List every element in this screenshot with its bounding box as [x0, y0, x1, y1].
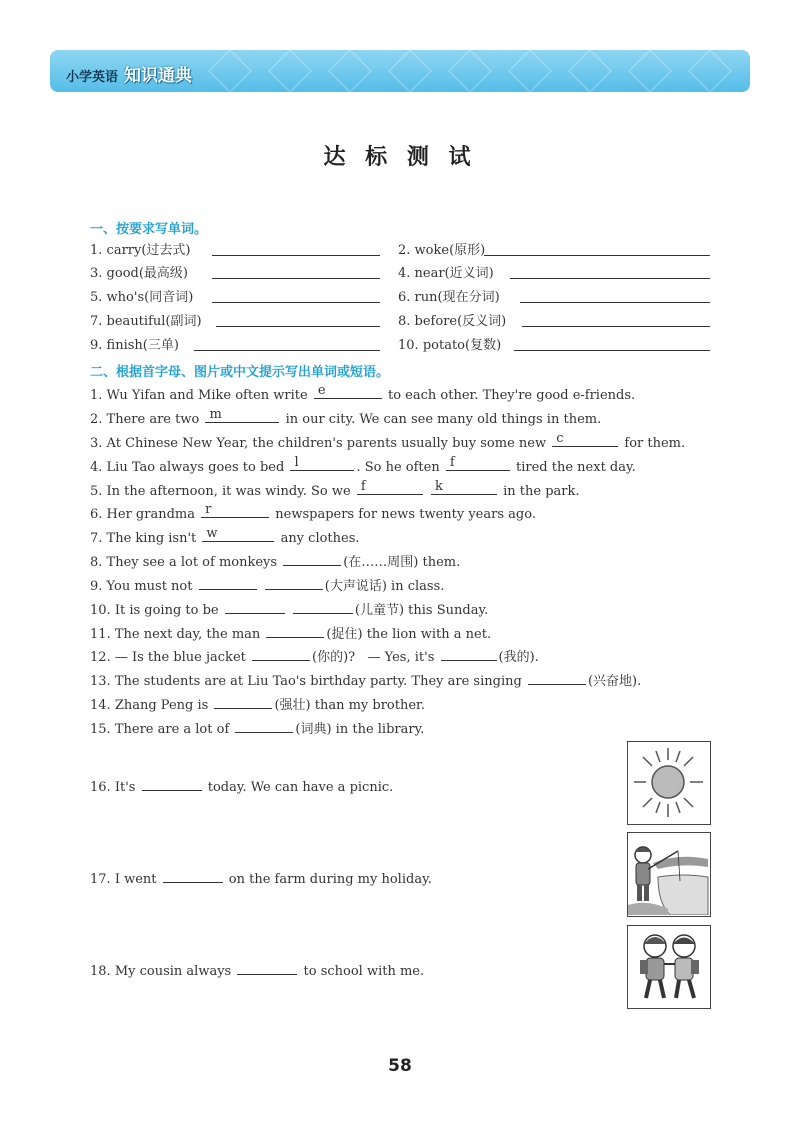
s2-sentence-10: 10. It is going to be (儿童节) this Sunday. [90, 600, 488, 620]
answer-blank[interactable] [252, 647, 310, 661]
s2-sentence-17: 17. I went on the farm during my holiday. [90, 869, 432, 889]
walking-picture [627, 925, 711, 1009]
s2-sentence-12: 12. — Is the blue jacket (你的)? — Yes, it's (我的). [90, 647, 539, 667]
s1-answer-8[interactable] [522, 313, 710, 333]
s1-item-3: 3. good(最高级) [90, 266, 188, 281]
section2-heading: 二、根据首字母、图片或中文提示写出单词或短语。 [90, 365, 390, 380]
s1-item-5: 5. who's(同音词) [90, 290, 194, 305]
s1-item-7: 7. beautiful(副词) [90, 314, 202, 329]
s2-sentence-14: 14. Zhang Peng is (强壮) than my brother. [90, 695, 425, 715]
answer-blank[interactable] [528, 671, 586, 685]
s2-sentence-13: 13. The students are at Liu Tao's birthday party. They are singing (兴奋地). [90, 671, 641, 691]
answer-blank[interactable]: m [205, 409, 279, 423]
s1-item-9: 9. finish(三单) [90, 338, 179, 353]
header-series: 知识通典 [124, 66, 193, 86]
section1-heading: 一、按要求写单词。 [90, 222, 208, 237]
s1-answer-7[interactable] [216, 313, 380, 333]
answer-blank[interactable]: f [446, 457, 510, 471]
s1-item-8: 8. before(反义词) [398, 314, 507, 329]
s2-sentence-16: 16. It's today. We can have a picnic. [90, 777, 393, 797]
answer-blank[interactable] [265, 576, 323, 590]
s1-answer-1[interactable] [212, 242, 380, 262]
page-number: 58 [388, 1056, 412, 1076]
s2-sentence-1: 1. Wu Yifan and Mike often write e to each other. They're good e-friends. [90, 383, 636, 403]
answer-blank[interactable]: r [201, 504, 269, 518]
s2-sentence-4: 4. Liu Tao always goes to bed l . So he often f tired the next day. [90, 455, 636, 475]
answer-blank[interactable]: w [202, 528, 274, 542]
answer-blank[interactable] [283, 552, 341, 566]
s1-answer-3[interactable] [212, 265, 380, 285]
answer-blank[interactable] [142, 777, 202, 791]
answer-blank[interactable]: f [357, 481, 423, 495]
s1-answer-6[interactable] [520, 289, 710, 309]
answer-blank[interactable] [163, 869, 223, 883]
s2-sentence-7: 7. The king isn't w any clothes. [90, 526, 360, 546]
s2-sentence-8: 8. They see a lot of monkeys (在……周围) them. [90, 552, 460, 572]
answer-blank[interactable] [293, 600, 353, 614]
s1-item-6: 6. run(现在分词) [398, 290, 500, 305]
s1-item-10: 10. potato(复数) [398, 338, 502, 353]
answer-blank[interactable] [199, 576, 257, 590]
header-subject: 小学英语 [66, 70, 119, 85]
s2-sentence-2: 2. There are two m in our city. We can see many old things in them. [90, 407, 602, 427]
answer-blank[interactable] [225, 600, 285, 614]
answer-blank[interactable] [441, 647, 497, 661]
fishing-boy-icon [628, 833, 709, 915]
answer-blank[interactable] [237, 961, 297, 975]
s2-sentence-9: 9. You must not (大声说话) in class. [90, 576, 444, 596]
s2-sentence-3: 3. At Chinese New Year, the children's parents usually buy some new c for them. [90, 431, 686, 451]
s1-item-2: 2. woke(原形) [398, 243, 486, 258]
header-banner [50, 50, 750, 92]
answer-blank[interactable] [214, 695, 272, 709]
s1-item-1: 1. carry(过去式) [90, 243, 191, 258]
s2-sentence-15: 15. There are a lot of (词典) in the library. [90, 719, 424, 739]
s1-answer-10[interactable] [514, 337, 710, 357]
s1-answer-4[interactable] [510, 265, 710, 285]
fishing-picture [627, 832, 711, 917]
s2-sentence-5: 5. In the afternoon, it was windy. So we f k in the park. [90, 479, 580, 499]
header-title [66, 61, 192, 86]
children-walking-icon [628, 926, 709, 1007]
answer-blank[interactable]: e [314, 385, 382, 399]
s2-sentence-18: 18. My cousin always to school with me. [90, 961, 424, 981]
answer-blank[interactable]: l [290, 457, 354, 471]
s2-sentence-11: 11. The next day, the man (捉住) the lion with a net. [90, 624, 491, 644]
sunny-picture [627, 741, 711, 825]
s1-answer-2[interactable] [484, 242, 710, 262]
answer-blank[interactable]: c [552, 433, 618, 447]
answer-blank[interactable] [235, 719, 293, 733]
s1-item-4: 4. near(近义词) [398, 266, 494, 281]
s1-answer-5[interactable] [212, 289, 380, 309]
s1-answer-9[interactable] [194, 337, 380, 357]
answer-blank[interactable] [266, 624, 324, 638]
page-title: 达 标 测 试 [323, 145, 477, 170]
answer-blank[interactable]: k [431, 481, 497, 495]
sun-icon [628, 742, 709, 823]
s2-sentence-6: 6. Her grandma r newspapers for news twenty years ago. [90, 502, 536, 522]
